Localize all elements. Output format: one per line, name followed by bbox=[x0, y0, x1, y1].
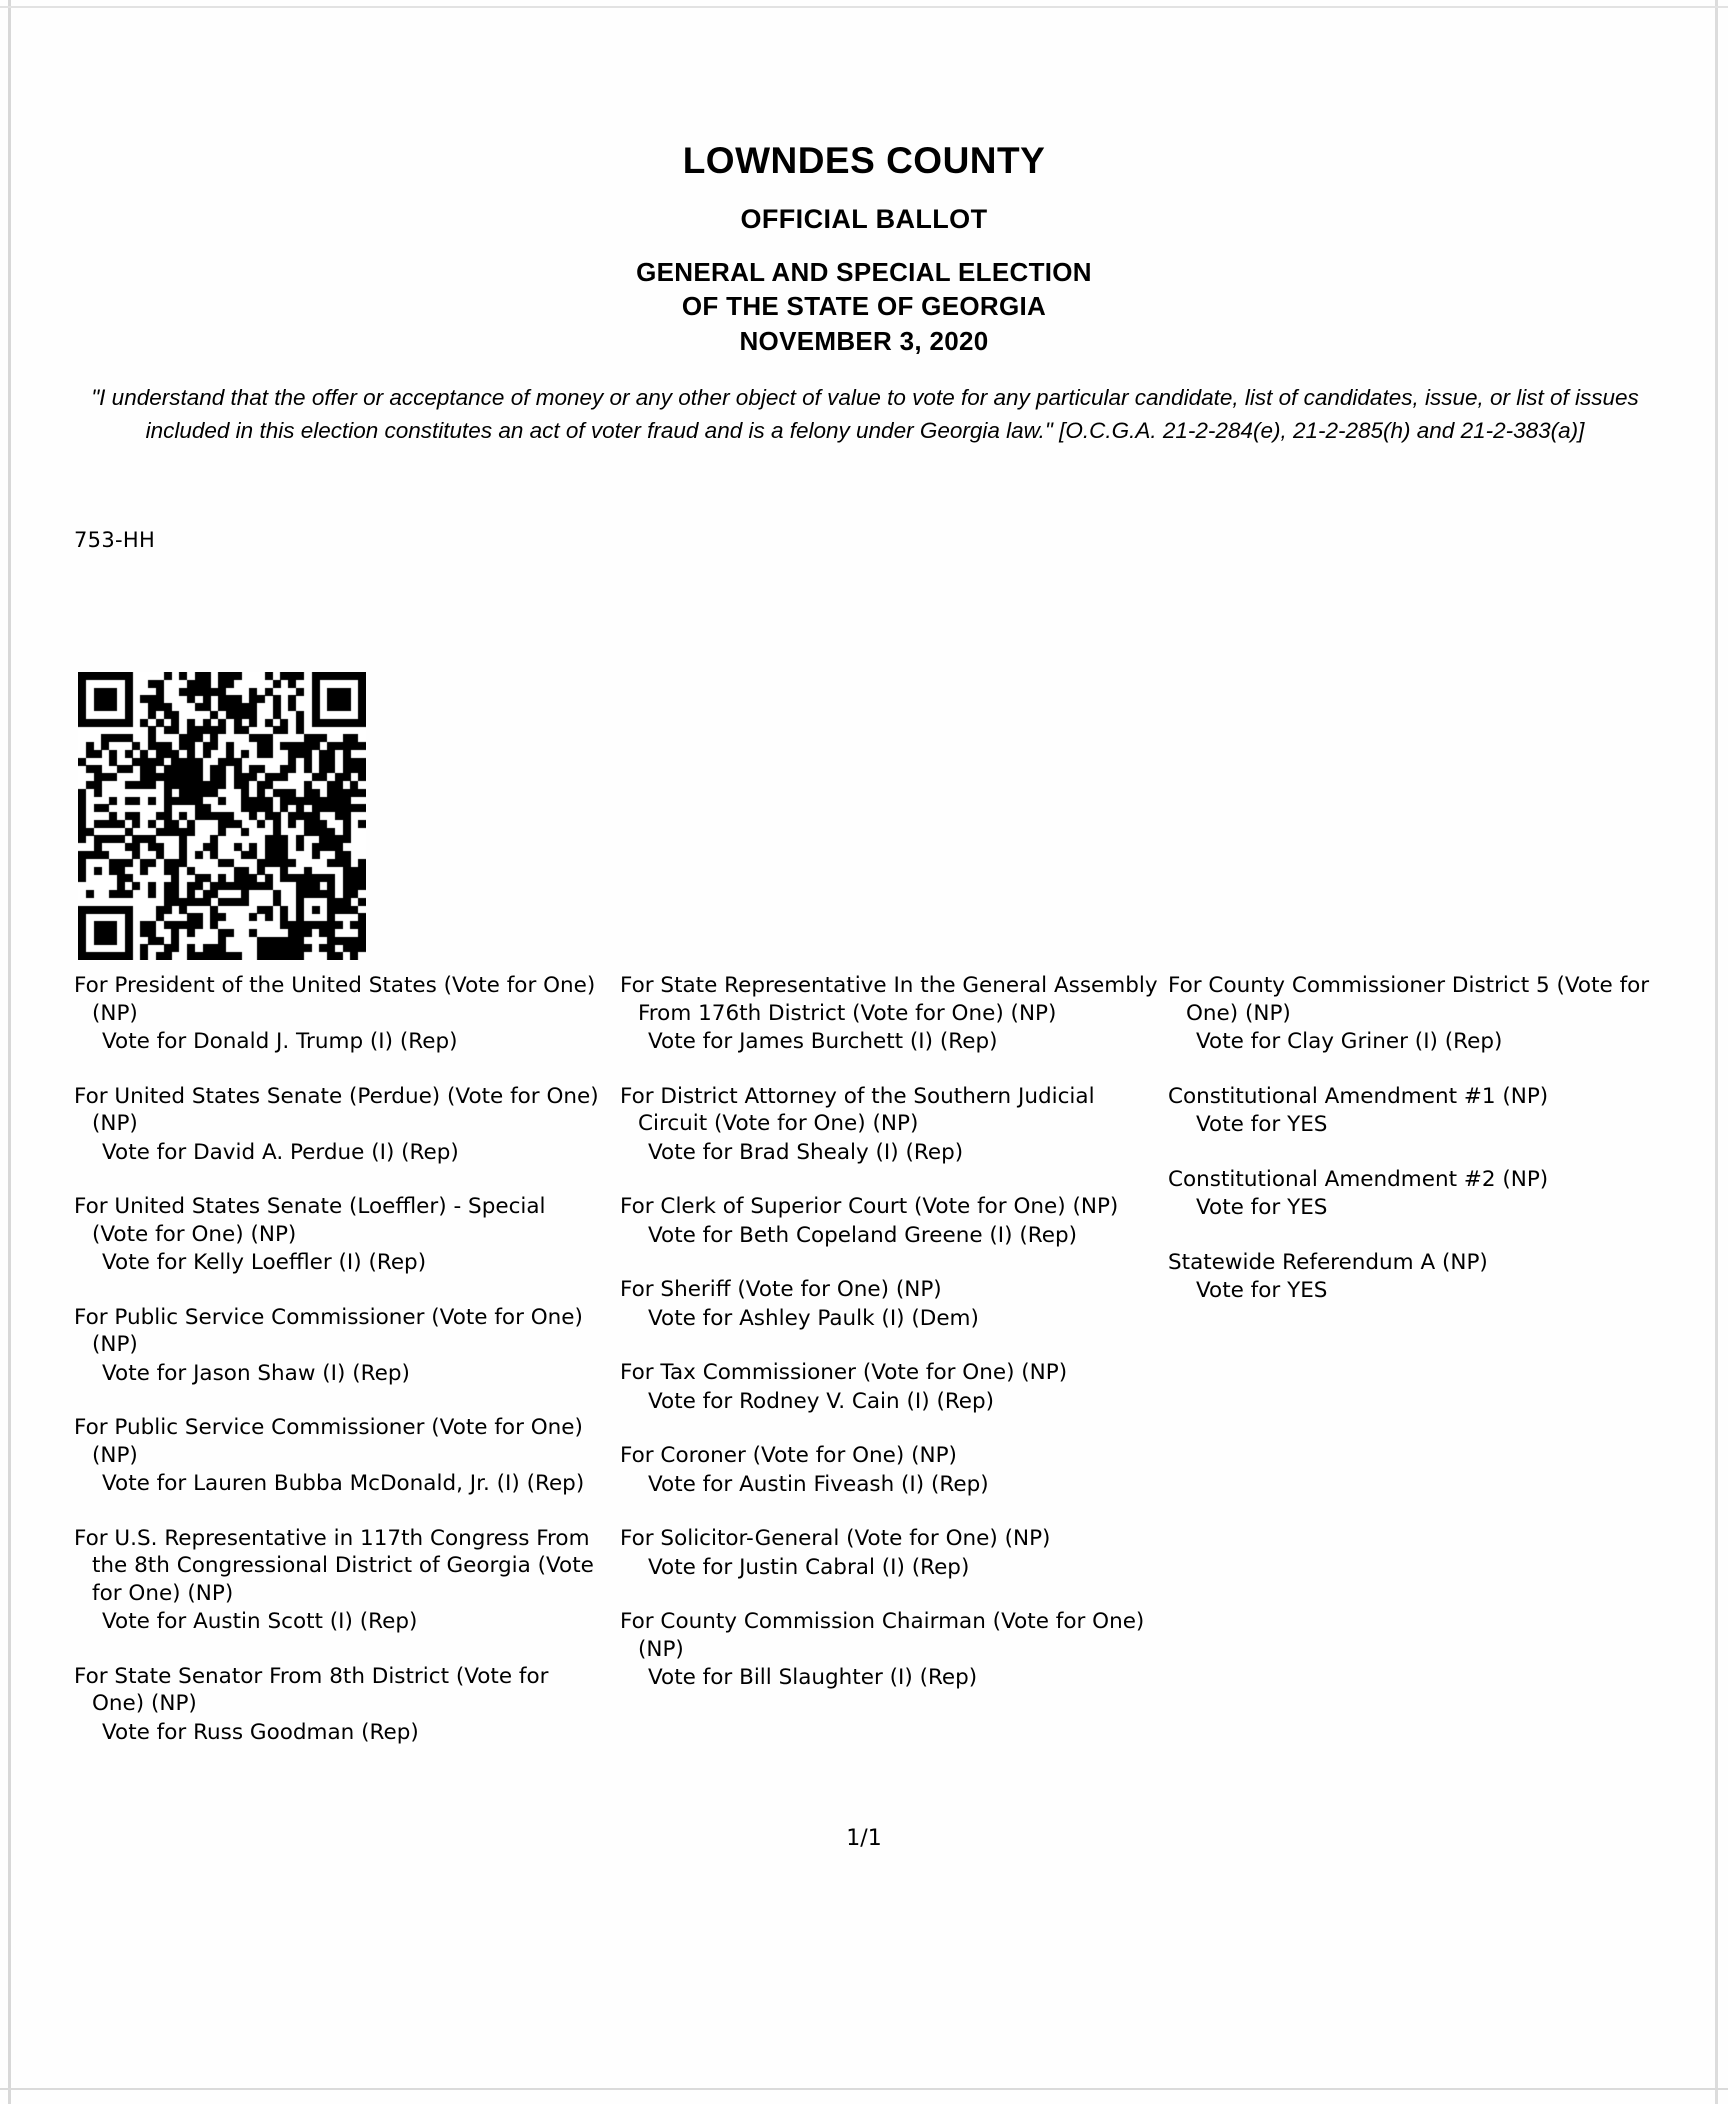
contest-block bbox=[74, 1663, 604, 1747]
contest-block bbox=[1168, 972, 1678, 1056]
contest-block bbox=[620, 1608, 1165, 1692]
contest-title: For President of the United States (Vote for One) (NP) bbox=[74, 973, 596, 1026]
contest-block bbox=[620, 972, 1165, 1056]
contest-block bbox=[1168, 1249, 1678, 1305]
ballot-header bbox=[0, 140, 1728, 358]
contest-title: For Solicitor-General (Vote for One) (NP) bbox=[620, 1526, 1051, 1552]
contest-title: For Coroner (Vote for One) (NP) bbox=[620, 1443, 957, 1469]
contest-selection: Vote for Justin Cabral (I) (Rep) bbox=[648, 1554, 970, 1580]
contest-title: For County Commissioner District 5 (Vote for One) (NP) bbox=[1168, 973, 1650, 1026]
contest-block bbox=[74, 1304, 604, 1388]
contest-selection: Vote for YES bbox=[1196, 1195, 1328, 1221]
contest-selection: Vote for Brad Shealy (I) (Rep) bbox=[648, 1139, 964, 1165]
contest-title: For United States Senate (Perdue) (Vote for One) (NP) bbox=[74, 1083, 599, 1137]
contest-selection: Vote for Beth Copeland Greene (I) (Rep) bbox=[648, 1222, 1077, 1248]
contest-selection: Vote for Lauren Bubba McDonald, Jr. (I) (Rep) bbox=[102, 1471, 585, 1497]
contest-title: For Public Service Commissioner (Vote for One) (NP) bbox=[74, 1415, 583, 1468]
voter-fraud-oath-text: "I understand that the offer or acceptance of money or any other object of value to vote for any particular candidate, list of candidates, issue, or list of issues included in this election constitutes an act of voter fraud and is a felony under Georgia law." [O.C.G.A. 21-2-284(e), 21-2-285(h) and 21-2-383(a)] bbox=[91, 385, 1639, 443]
contest-title: For State Senator From 8th District (Vote for One) (NP) bbox=[74, 1663, 549, 1717]
contest-selection: Vote for YES bbox=[1196, 1278, 1328, 1304]
contest-column-3 bbox=[1168, 972, 1678, 1305]
scan-edge-bottom bbox=[0, 2088, 1728, 2090]
contest-selection: Vote for Austin Fiveash (I) (Rep) bbox=[648, 1471, 989, 1497]
page-number: 1/1 bbox=[846, 1826, 882, 1851]
contest-block bbox=[74, 972, 604, 1056]
contest-block bbox=[620, 1442, 1165, 1498]
contest-block bbox=[74, 1193, 604, 1277]
contest-selection: Vote for Ashley Paulk (I) (Dem) bbox=[648, 1305, 979, 1331]
county-title: LOWNDES COUNTY bbox=[682, 140, 1046, 181]
contest-columns bbox=[0, 972, 1728, 1745]
contest-block bbox=[620, 1359, 1165, 1415]
scan-edge-top bbox=[0, 6, 1728, 8]
contest-block bbox=[620, 1276, 1165, 1332]
contest-title: Constitutional Amendment #2 (NP) bbox=[1168, 1166, 1549, 1192]
election-date: NOVEMBER 3, 2020 bbox=[739, 325, 989, 356]
contest-selection: Vote for Clay Griner (I) (Rep) bbox=[1196, 1029, 1503, 1055]
contest-selection: Vote for YES bbox=[1196, 1112, 1328, 1138]
contest-title: For Sheriff (Vote for One) (NP) bbox=[620, 1277, 942, 1303]
contest-title: For United States Senate (Loeffler) - Special (Vote for One) (NP) bbox=[74, 1194, 546, 1247]
contest-title: Statewide Referendum A (NP) bbox=[1168, 1249, 1488, 1275]
contest-title: For District Attorney of the Southern Judicial Circuit (Vote for One) (NP) bbox=[620, 1083, 1095, 1137]
contest-title: For Public Service Commissioner (Vote for One) (NP) bbox=[74, 1304, 583, 1358]
contest-selection: Vote for Bill Slaughter (I) (Rep) bbox=[648, 1665, 978, 1691]
contest-selection: Vote for Donald J. Trump (I) (Rep) bbox=[102, 1029, 458, 1055]
ballot-qr-code bbox=[78, 672, 366, 960]
ballot-style-id: 753-HH bbox=[74, 528, 156, 552]
contest-title: For Tax Commissioner (Vote for One) (NP) bbox=[620, 1360, 1068, 1386]
contest-block bbox=[620, 1193, 1165, 1249]
contest-block bbox=[1168, 1083, 1678, 1139]
qr-code-icon bbox=[78, 672, 366, 960]
contest-title: For Clerk of Superior Court (Vote for One) (NP) bbox=[620, 1194, 1119, 1220]
election-title-line2: OF THE STATE OF GEORGIA bbox=[681, 291, 1047, 322]
contest-title: For State Representative In the General Assembly From 176th District (Vote for One) (NP) bbox=[620, 973, 1158, 1026]
contest-column-1 bbox=[74, 972, 604, 1746]
contest-selection: Vote for Austin Scott (I) (Rep) bbox=[102, 1609, 418, 1635]
contest-block bbox=[74, 1083, 604, 1167]
contest-block bbox=[74, 1525, 604, 1636]
contest-selection: Vote for James Burchett (I) (Rep) bbox=[648, 1029, 998, 1055]
contest-column-2 bbox=[620, 972, 1165, 1692]
contest-selection: Vote for David A. Perdue (I) (Rep) bbox=[102, 1139, 459, 1165]
contest-block bbox=[620, 1525, 1165, 1581]
election-title-line1: GENERAL AND SPECIAL ELECTION bbox=[636, 257, 1092, 287]
contest-block bbox=[620, 1083, 1165, 1167]
contest-selection: Vote for Russ Goodman (Rep) bbox=[102, 1719, 419, 1745]
contest-selection: Vote for Rodney V. Cain (I) (Rep) bbox=[648, 1388, 995, 1414]
official-ballot-title: OFFICIAL BALLOT bbox=[740, 204, 988, 234]
contest-block bbox=[74, 1414, 604, 1498]
contest-block bbox=[1168, 1166, 1678, 1222]
contest-title: For County Commission Chairman (Vote for One) (NP) bbox=[620, 1609, 1145, 1662]
contest-selection: Vote for Jason Shaw (I) (Rep) bbox=[102, 1360, 410, 1386]
election-title bbox=[0, 255, 1728, 358]
contest-title: For U.S. Representative in 117th Congress From the 8th Congressional District of Georgia (Vote for One) (NP) bbox=[74, 1525, 594, 1606]
contest-selection: Vote for Kelly Loeffler (I) (Rep) bbox=[102, 1250, 427, 1276]
contest-title: Constitutional Amendment #1 (NP) bbox=[1168, 1083, 1549, 1109]
